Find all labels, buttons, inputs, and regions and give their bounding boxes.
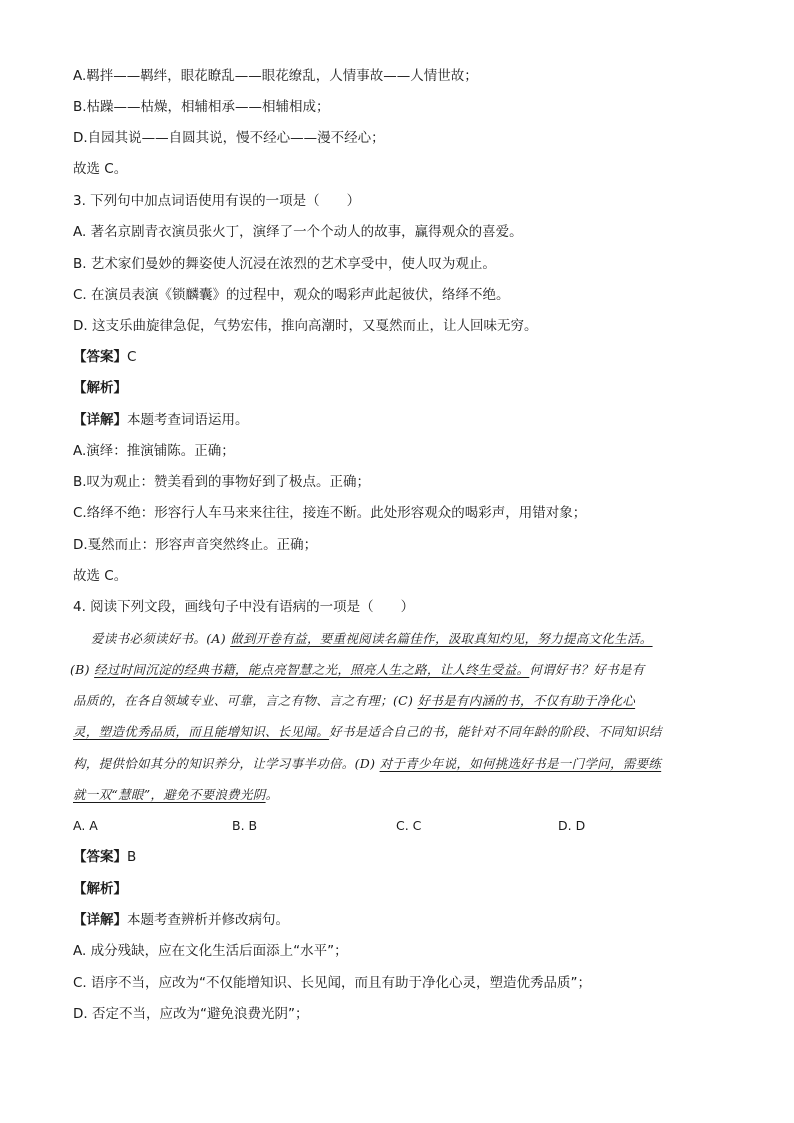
answer-choice-line: 故选 C。 [73,161,128,177]
underlined-sentence-d-part2: 就一双“慧眼”，避免不要浪费光阴 [73,787,266,802]
underlined-sentence-b: 经过时间沉淀的经典书籍，能点亮智慧之光，照亮人生之路，让人终生受益。 [94,662,530,677]
question-3-explain-d: D.戛然而止：形容声音突然终止。正确； [73,537,318,553]
passage-line-6: 就一双“慧眼”，避免不要浪费光阴。 [73,787,279,802]
question-3-selection: 故选 C。 [73,568,128,584]
detail-text: 本题考查辨析并修改病句。 [127,912,289,928]
question-3-detail [73,410,249,430]
passage-line-2: (B) 经过时间沉淀的经典书籍，能点亮智慧之光，照亮人生之路，让人终生受益。何谓好书？好书是有 [70,662,645,677]
passage-line-4: 灵，塑造优秀品质，而且能增知识、长见闻。好书是适合自己的书，能针对不同年龄的阶段、不同知识结 [73,724,662,739]
question-4-answer [73,847,136,867]
question-3-stem: 3. 下列句中加点词语使用有误的一项是（ ） [73,193,361,209]
question-4-option-d: D. D [558,818,586,833]
question-3-option-b: B. 艺术家们曼妙的舞姿使人沉浸在浓烈的艺术享受中，使人叹为观止。 [73,256,496,272]
question-4-option-c: C. C [396,818,422,833]
answer-value: B [127,849,137,865]
question-3-explain-b: B.叹为观止：赞美看到的事物好到了极点。正确； [73,474,371,490]
question-4-explain-c: C. 语序不当，应改为“不仅能增知识、长见闻，而且有助于净化心灵，塑造优秀品质”； [73,975,591,991]
question-4-option-a: A. A [73,818,98,833]
question-3-analysis-tag: 【解析】 [73,380,127,396]
underlined-sentence-d-part1: 对于青少年说，如何挑选好书是一门学问，需要练 [379,756,662,771]
passage-line-5: 构，提供恰如其分的知识养分，让学习事半功倍。(D) 对于青少年说，如何挑选好书是一门学问，需要练 [73,756,662,771]
question-3-option-a: A. 著名京剧青衣演员张火丁，演绎了一个个动人的故事，赢得观众的喜爱。 [73,224,523,240]
passage-line-1: 爱读书必须读好书。(A) 做到开卷有益，要重视阅读名篇佳作，汲取真知灼见，努力提高文化生活。 [91,631,653,646]
detail-text: 本题考查词语运用。 [127,412,249,428]
question-4-detail [73,910,289,930]
answer-tag: 【答案】 [73,849,127,865]
passage-line-3: 品质的，在各自领域专业、可靠，言之有物、言之有理；(C) 好书是有内涵的书，不仅有助于净化心 [73,693,636,708]
detail-tag: 【详解】 [73,912,127,928]
explanation-line-b: B.枯躁——枯燥，相辅相承——相辅相成； [73,99,330,115]
question-4-stem: 4. 阅读下列文段，画线句子中没有语病的一项是（ ） [73,599,415,615]
question-4-explain-d: D. 否定不当，应改为“避免浪费光阴”； [73,1006,309,1022]
question-3-explain-c: C.络绎不绝：形容行人车马来来往往，接连不断。此处形容观众的喝彩声，用错对象； [73,505,587,521]
question-4-option-b: B. B [232,818,258,833]
underlined-sentence-a: 做到开卷有益，要重视阅读名篇佳作，汲取真知灼见，努力提高文化生活。 [230,631,653,646]
underlined-sentence-c-part2: 灵，塑造优秀品质，而且能增知识、长见闻。 [73,724,330,739]
answer-tag: 【答案】 [73,349,127,365]
question-4-explain-a: A. 成分残缺，应在文化生活后面添上“水平”； [73,943,348,959]
question-3-option-d: D. 这支乐曲旋律急促，气势宏伟，推向高潮时，又戛然而止，让人回味无穷。 [73,318,538,334]
question-3-option-c: C. 在演员表演《锁麟囊》的过程中，观众的喝彩声此起彼伏，络绎不绝。 [73,287,510,303]
answer-value: C [127,349,137,365]
detail-tag: 【详解】 [73,412,127,428]
question-3-answer [73,347,136,367]
underlined-sentence-c-part1: 好书是有内涵的书，不仅有助于净化心 [417,693,636,708]
explanation-line-a: A.羁拌——羁绊，眼花瞭乱——眼花缭乱，人情事故——人情世故； [73,68,478,84]
question-4-analysis-tag: 【解析】 [73,881,127,897]
question-3-explain-a: A.演绎：推演铺陈。正确； [73,443,235,459]
explanation-line-d: D.自园其说——自圆其说，慢不经心——漫不经心； [73,130,385,146]
